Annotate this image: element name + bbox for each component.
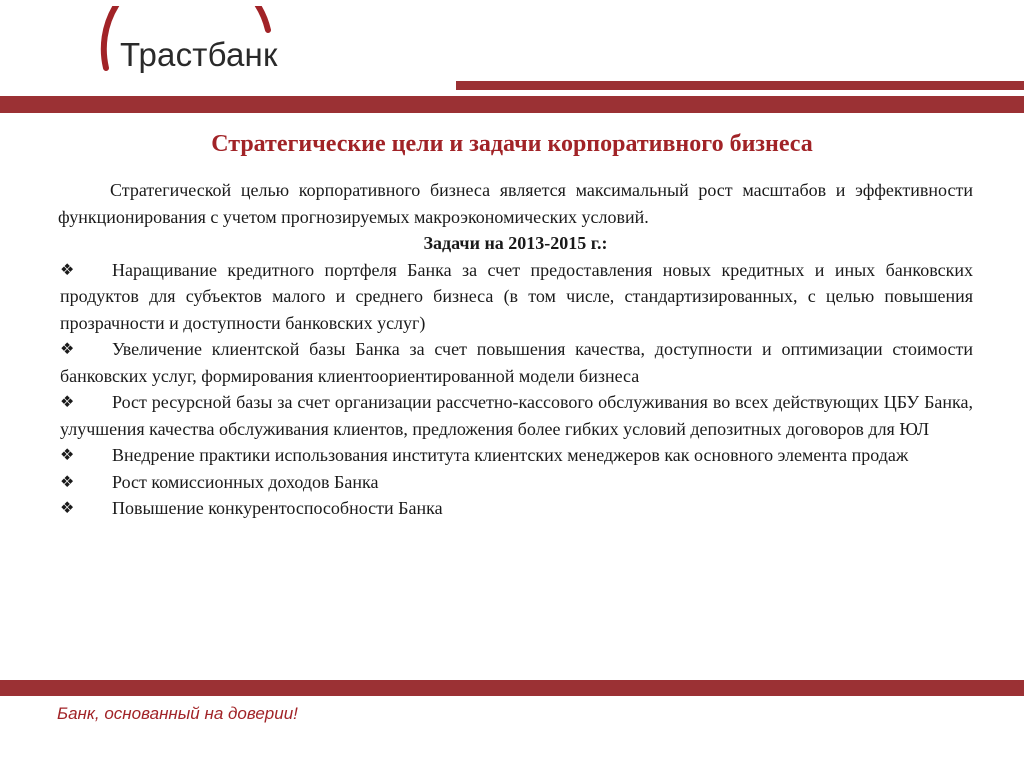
- header-divider-bar: [0, 96, 1024, 113]
- task-text: Увеличение клиентской базы Банка за счет повышения качества, доступности и оптимизации стоимости банковских услуг, формирования клиентоориентированной модели бизнеса: [60, 339, 973, 386]
- task-text: Наращивание кредитного портфеля Банка за счет предоставления новых кредитных и иных банковских продуктов для субъектов малого и среднего бизнеса (в том числе, стандартизированных, с целью повышения прозрачности и доступности банковских услуг): [60, 259, 973, 333]
- header-accent-bar: [456, 81, 1024, 90]
- task-item: [58, 257, 973, 337]
- footer-slogan: Банк, основанный на доверии!: [57, 704, 298, 723]
- task-text: Повышение конкурентоспособности Банка: [112, 498, 443, 518]
- task-item: [58, 442, 973, 469]
- task-item: [58, 389, 973, 442]
- diamond-bullet-icon: ❖: [60, 339, 75, 358]
- diamond-bullet-icon: ❖: [60, 445, 75, 464]
- diamond-bullet-icon: ❖: [60, 259, 75, 279]
- slide-title: Стратегические цели и задачи корпоративного бизнеса: [211, 131, 813, 157]
- task-item: [58, 336, 973, 389]
- tasks-heading: Задачи на 2013-2015 г.:: [423, 233, 608, 253]
- logo-text: Трастбанк: [120, 36, 278, 73]
- task-item: [58, 469, 973, 496]
- task-text: Рост ресурсной базы за счет организации рассчетно-кассового обслуживания во всех действующих ЦБУ Банка, улучшения качества обслуживания клиентов, предложения более гибких условий депозитных договоров для ЮЛ: [60, 392, 973, 439]
- task-text: Рост комиссионных доходов Банка: [112, 471, 379, 492]
- footer-divider-bar: [0, 680, 1024, 696]
- task-item: [58, 495, 973, 522]
- slide-content: [58, 177, 973, 522]
- intro-paragraph: Стратегической целью корпоративного бизнеса является максимальный рост масштабов и эффективности функционирования с учетом прогнозируемых макроэкономических условий.: [58, 180, 973, 227]
- bank-logo: [100, 6, 280, 86]
- task-text: Внедрение практики использования института клиентских менеджеров как основного элемента продаж: [112, 445, 909, 465]
- diamond-bullet-icon: ❖: [60, 471, 75, 491]
- diamond-bullet-icon: ❖: [60, 498, 75, 517]
- diamond-bullet-icon: ❖: [60, 392, 75, 411]
